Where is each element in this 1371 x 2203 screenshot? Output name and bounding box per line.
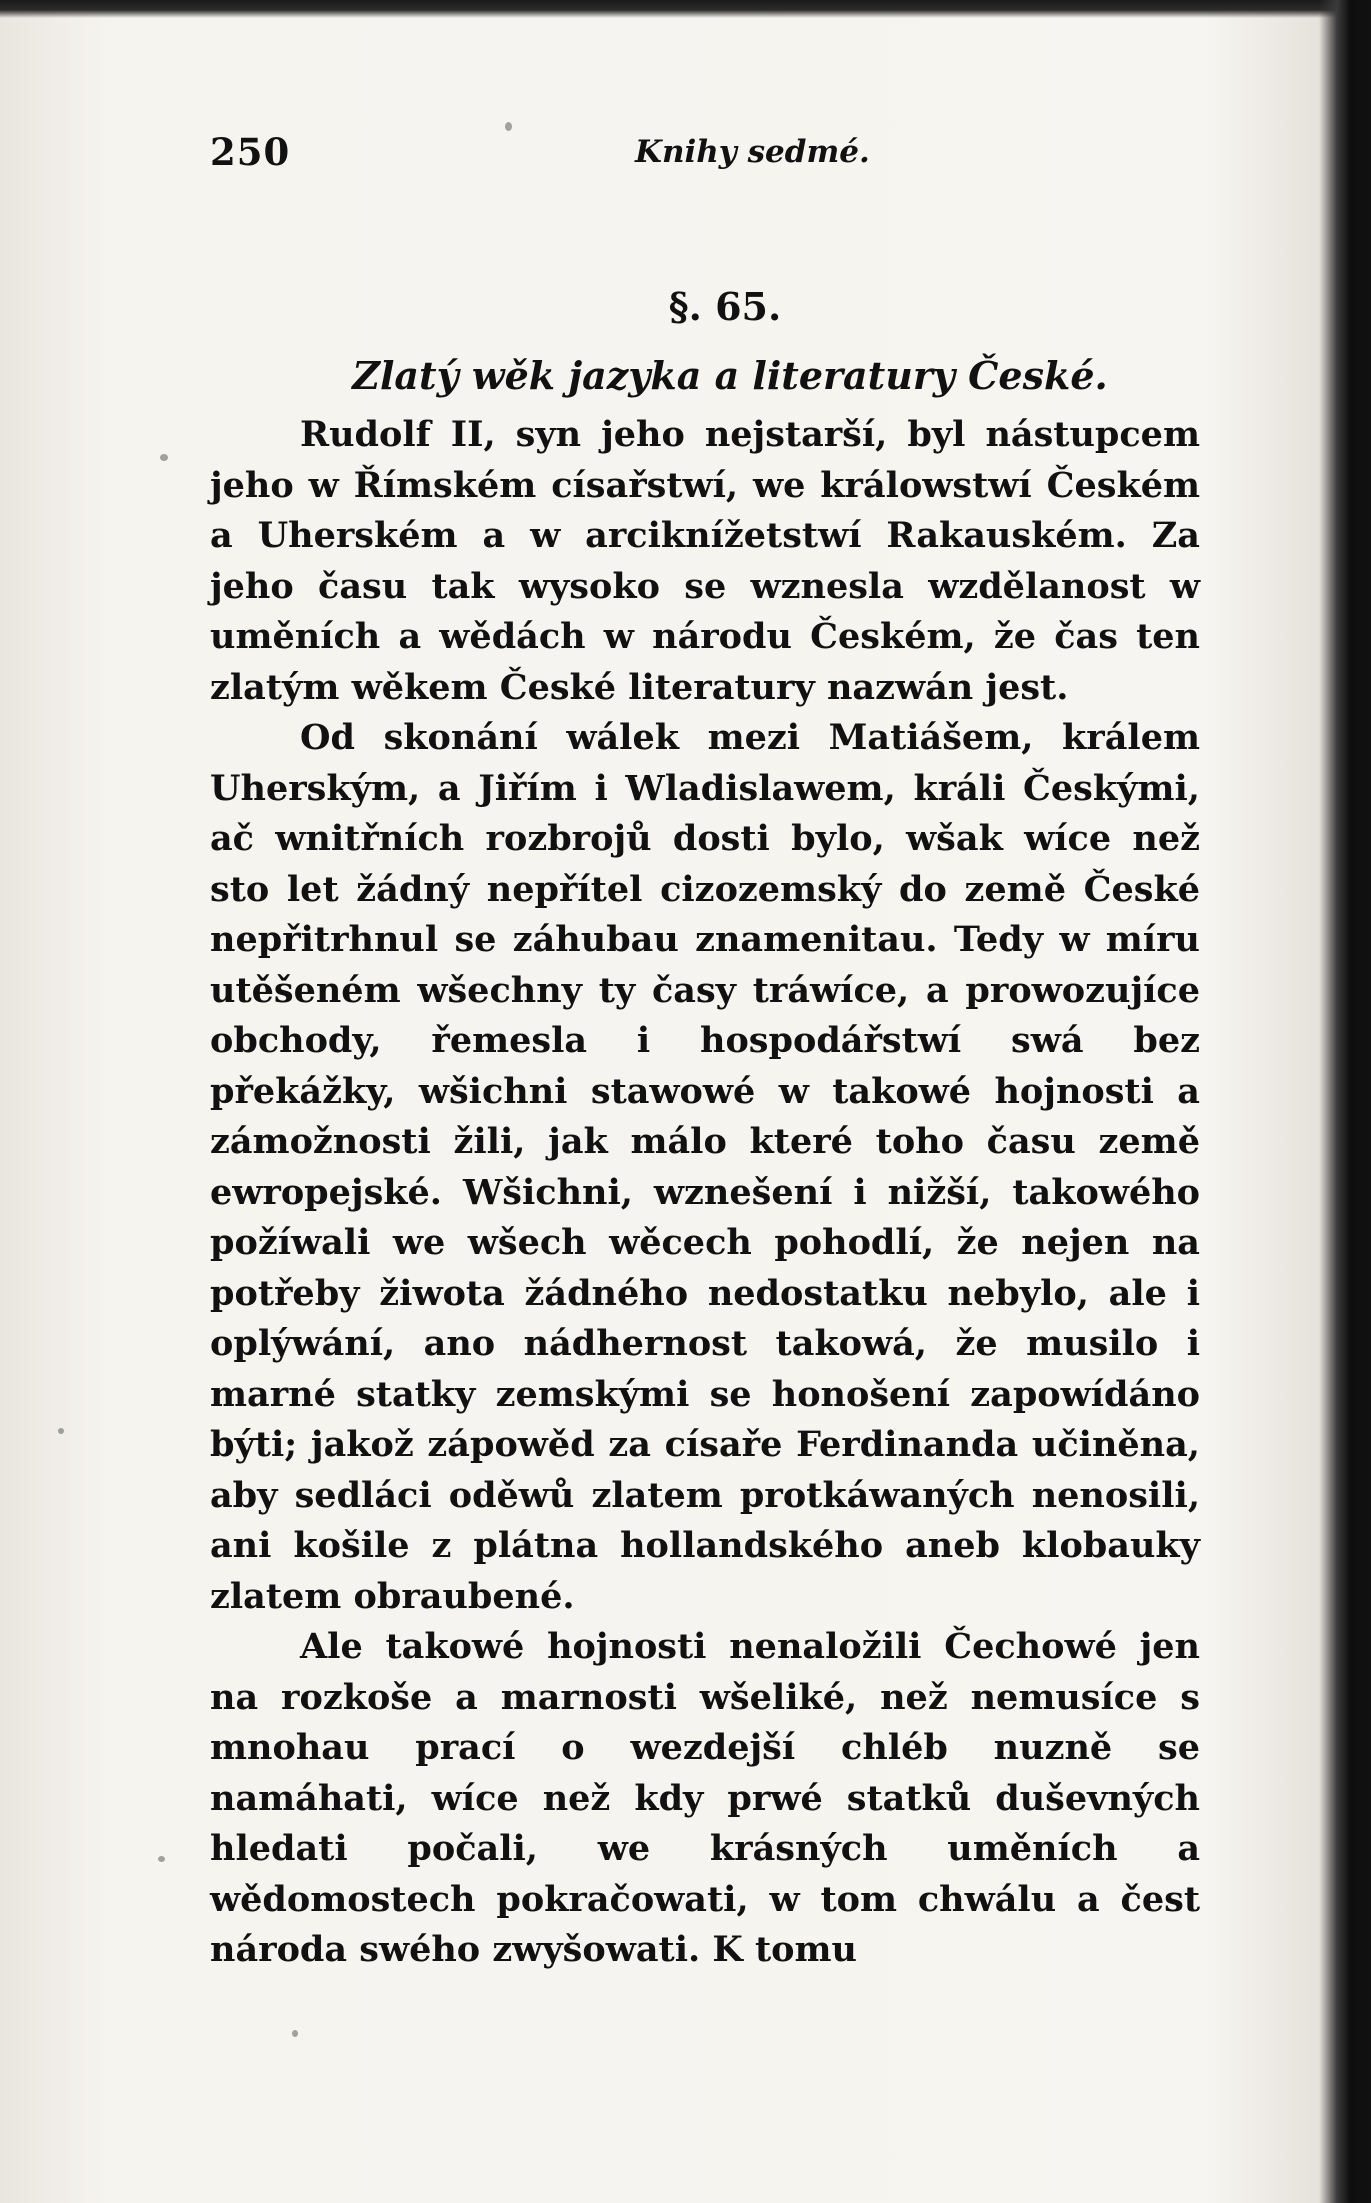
page-number: 250 (210, 130, 291, 174)
ink-speck (160, 454, 168, 461)
scan-top-edge (0, 0, 1371, 18)
book-page (210, 130, 1210, 1976)
paragraph: Rudolf II, syn jeho nejstarší, byl nástupcem jeho w Římském císařstwí, we králowstwí Českém a Uherském a w arciknížetstwí Rakauském. Za jeho času tak wysoko se wznesla wzdělanost w uměních a wědách w národu Českém, že čas ten zlatým wěkem České literatury nazwán jest. (210, 414, 1200, 708)
paragraph: Ale takowé hojnosti nenaložili Čechowé jen na rozkoše a marnosti wšeliké, než nemusíce s mnohau prací o wezdejší chléb nuzně se namáhati, wíce než kdy prwé statků duševných hledati počali, we krásných uměních a wědomostech pokračowati, w tom chwálu a čest národa swého zwyšowati. K tomu (210, 1626, 1200, 1970)
paragraph: Od skonání wálek mezi Matiášem, králem Uherským, a Jiřím i Wladislawem, králi Českými, ač wnitřních rozbrojů dosti bylo, wšak wíce než sto let žádný nepřítel cizozemský do země České nepřitrhnul se záhubau znamenitau. Tedy w míru utěšeném wšechny ty časy tráwíce, a prowozujíce obchody, řemesla i hospodářstwí swá bez překážky, wšichni stawowé w takowé hojnosti a zámožnosti žili, jak málo které toho času země ewropejské. Wšichni, wznešení i nižší, takowého požíwali we wšech wěcech pohodlí, že nejen na potřeby žiwota žádného nedostatku nebylo, ale i oplýwání, ano nádhernost takowá, že musilo i marné statky zemskými se honošení zapowídáno býti; jakož zápowěd za císaře Ferdinanda učiněna, aby sedláci oděwů zlatem protkáwaných nenosili, ani košile z plátna hollandského aneb klobauky zlatem obraubené. (210, 717, 1200, 1617)
section-number: §. 65. (668, 284, 782, 329)
ink-speck (292, 2030, 298, 2037)
ink-speck (158, 1856, 165, 1862)
section-title: Zlatý wěk jazyka a literatury České. (352, 353, 1108, 398)
ink-speck (58, 1428, 64, 1434)
body-text (210, 410, 1200, 1976)
running-title: Knihy sedmé. (635, 134, 870, 170)
running-head (210, 130, 1210, 182)
scan-right-edge (1319, 0, 1371, 2203)
